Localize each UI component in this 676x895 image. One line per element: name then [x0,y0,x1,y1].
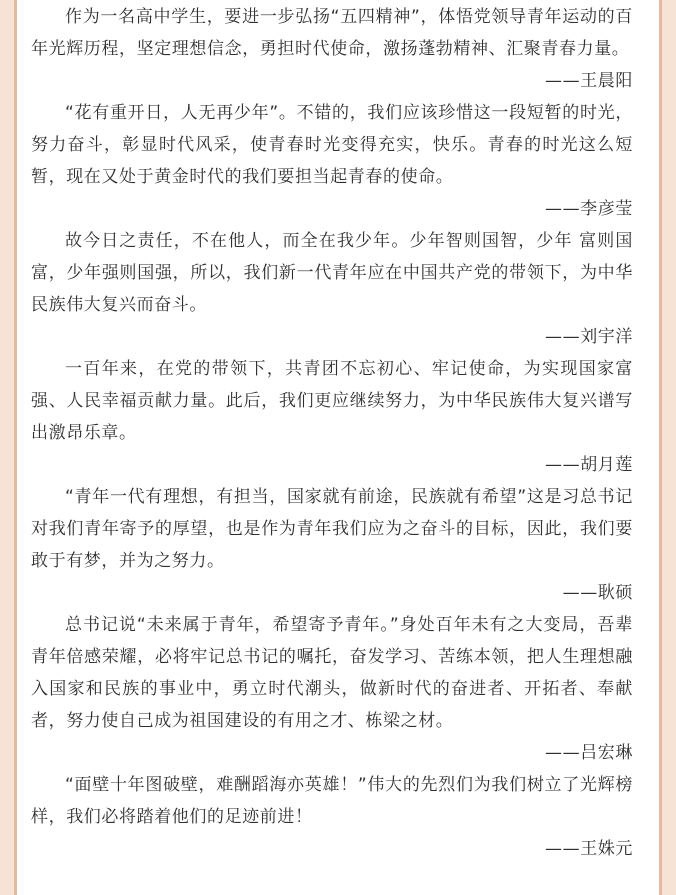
entry-paragraph: “花有重开日，人无再少年”。不错的，我们应该珍惜这一段短暂的时光，努力奋斗，彰显时代风采，使青春时光变得充实，快乐。青春的时光这么短暂，现在又处于黄金时代的我们要担当起青春的使命。 [31,103,633,187]
entry-paragraph: 总书记说“未来属于青年，希望寄予青年。”身处百年未有之大变局，吾辈青年倍感荣耀，必将牢记总书记的嘱托，奋发学习、苦练本领，把人生理想融入国家和民族的事业中，勇立时代潮头，做新时代的奋进者、开拓者、奉献者，努力使自己成为祖国建设的有用之才、栋梁之材。 [31,615,633,731]
article-content [31,0,633,865]
article-page [17,0,659,895]
page-border-right [659,0,662,895]
entry-author: ——吕宏琳 [545,743,633,763]
entry-author: ——王姝元 [545,839,633,859]
entry-author: ——王晨阳 [545,71,633,91]
entry-paragraph: “青年一代有理想，有担当，国家就有前途，民族就有希望”这是习总书记对我们青年寄予的厚望，也是作为青年我们应为之奋斗的目标，因此，我们要敢于有梦，并为之努力。 [31,487,633,571]
entry-paragraph: 故今日之责任，不在他人，而全在我少年。少年智则国智，少年 富则国富，少年强则国强，所以，我们新一代青年应在中国共产党的带领下，为中华民族伟大复兴而奋斗。 [31,231,633,315]
entry-author: ——耿硕 [562,583,633,603]
entry-author: ——李彦莹 [545,199,633,219]
entry-paragraph: “面壁十年图破壁，难酬蹈海亦英雄！”伟大的先烈们为我们树立了光辉榜样，我们必将踏着他们的足迹前进！ [31,775,633,827]
entry-paragraph: 一百年来，在党的带领下，共青团不忘初心、牢记使命，为实现国家富强、人民幸福贡献力量。此后，我们更应继续努力，为中华民族伟大复兴谱写出激昂乐章。 [31,359,633,443]
entry-author: ——刘宇洋 [545,327,633,347]
entry-paragraph: 作为一名高中学生，要进一步弘扬“五四精神”，体悟党领导青年运动的百年光辉历程，坚定理想信念，勇担时代使命，激扬蓬勃精神、汇聚青春力量。 [31,7,633,59]
entry-author: ——胡月莲 [545,455,633,475]
